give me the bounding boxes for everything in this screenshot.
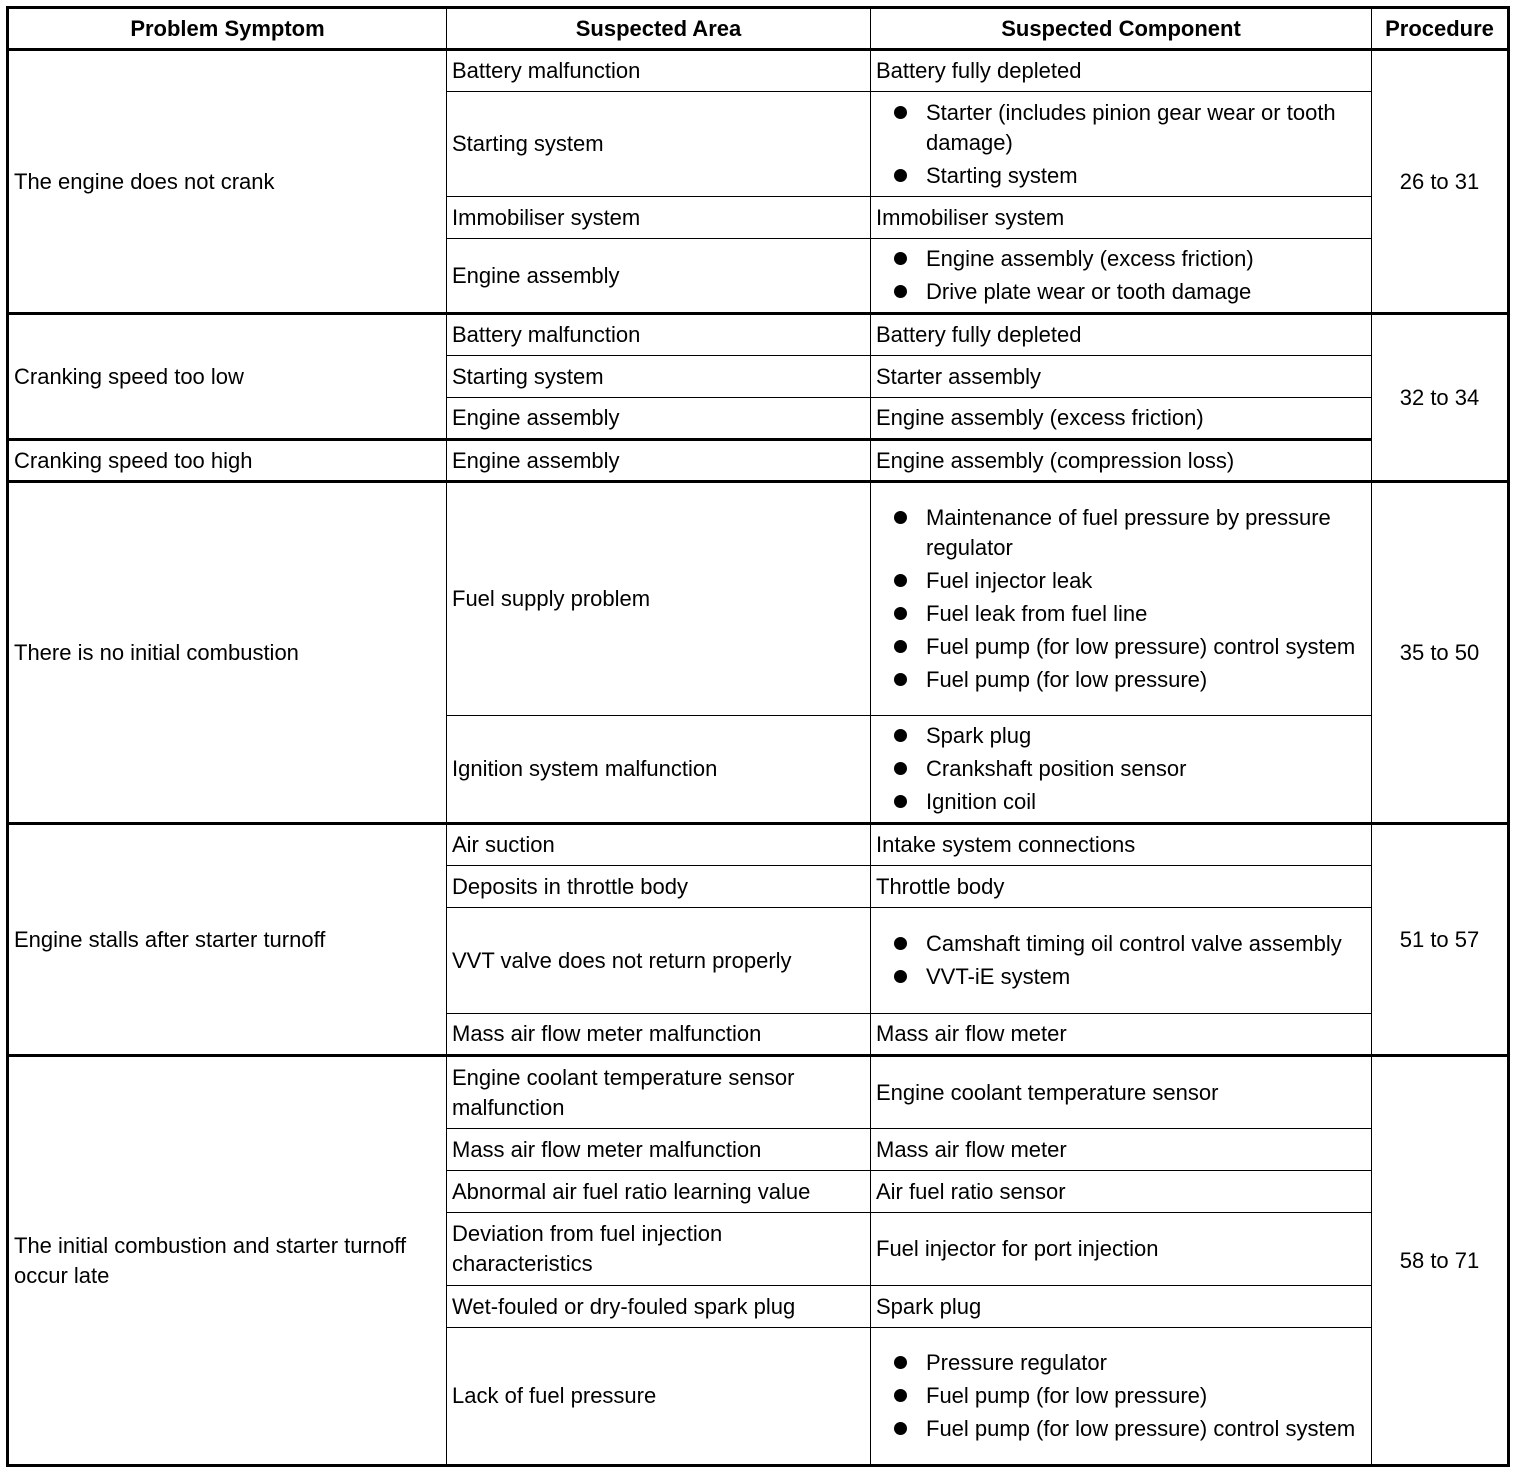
table-row: [8, 440, 1509, 482]
symptom-cell: The initial combustion and starter turnoff occur late: [8, 1056, 447, 1466]
table-row: [8, 1056, 1509, 1129]
component-cell: Battery fully depleted: [871, 50, 1372, 92]
symptom-cell: Engine stalls after starter turnoff: [8, 824, 447, 1056]
component-cell: Fuel injector for port injection: [871, 1213, 1372, 1286]
component-list-item: VVT-iE system: [926, 962, 1366, 992]
component-list-item: Drive plate wear or tooth damage: [926, 277, 1366, 307]
procedure-cell: 51 to 57: [1372, 824, 1509, 1056]
symptom-cell: There is no initial combustion: [8, 482, 447, 824]
component-cell: [871, 908, 1372, 1014]
table-row: [8, 824, 1509, 866]
area-cell: Engine assembly: [447, 398, 871, 440]
component-list: [876, 1348, 1366, 1444]
area-cell: Deposits in throttle body: [447, 866, 871, 908]
area-cell: Mass air flow meter malfunction: [447, 1014, 871, 1056]
header-area: Suspected Area: [447, 8, 871, 50]
component-cell: Battery fully depleted: [871, 314, 1372, 356]
area-cell: Engine coolant temperature sensor malfunction: [447, 1056, 871, 1129]
component-cell: Engine coolant temperature sensor: [871, 1056, 1372, 1129]
component-list-item: Starter (includes pinion gear wear or tooth damage): [926, 98, 1366, 158]
area-cell: Ignition system malfunction: [447, 716, 871, 824]
header-row: [8, 8, 1509, 50]
area-cell: Fuel supply problem: [447, 482, 871, 716]
table-row: [8, 314, 1509, 356]
component-list: [876, 503, 1366, 695]
component-list-item: Starting system: [926, 161, 1366, 191]
component-list-item: Engine assembly (excess friction): [926, 244, 1366, 274]
component-list-item: Pressure regulator: [926, 1348, 1366, 1378]
component-list-item: Camshaft timing oil control valve assembly: [926, 929, 1366, 959]
area-cell: Mass air flow meter malfunction: [447, 1129, 871, 1171]
symptom-cell: Cranking speed too low: [8, 314, 447, 440]
procedure-cell: 26 to 31: [1372, 50, 1509, 314]
component-cell: [871, 716, 1372, 824]
component-cell: Immobiliser system: [871, 197, 1372, 239]
table-row: [8, 482, 1509, 716]
area-cell: Engine assembly: [447, 440, 871, 482]
area-cell: Battery malfunction: [447, 314, 871, 356]
area-cell: Lack of fuel pressure: [447, 1328, 871, 1466]
component-cell: [871, 482, 1372, 716]
component-list: [876, 244, 1366, 307]
area-cell: Abnormal air fuel ratio learning value: [447, 1171, 871, 1213]
procedure-cell: 58 to 71: [1372, 1056, 1509, 1466]
header-symptom: Problem Symptom: [8, 8, 447, 50]
area-cell: Starting system: [447, 92, 871, 197]
component-list: [876, 721, 1366, 817]
header-component: Suspected Component: [871, 8, 1372, 50]
area-cell: Immobiliser system: [447, 197, 871, 239]
component-list-item: Fuel pump (for low pressure): [926, 1381, 1366, 1411]
area-cell: VVT valve does not return properly: [447, 908, 871, 1014]
component-cell: Engine assembly (excess friction): [871, 398, 1372, 440]
area-cell: Battery malfunction: [447, 50, 871, 92]
component-list-item: Crankshaft position sensor: [926, 754, 1366, 784]
area-cell: Air suction: [447, 824, 871, 866]
component-list: [876, 929, 1366, 992]
component-list-item: Spark plug: [926, 721, 1366, 751]
component-cell: [871, 1328, 1372, 1466]
component-cell: Throttle body: [871, 866, 1372, 908]
symptom-cell: The engine does not crank: [8, 50, 447, 314]
component-cell: Mass air flow meter: [871, 1129, 1372, 1171]
area-cell: Engine assembly: [447, 239, 871, 314]
component-list-item: Fuel pump (for low pressure) control system: [926, 1414, 1366, 1444]
component-list: [876, 98, 1366, 191]
troubleshooting-table: [6, 6, 1510, 1467]
component-cell: Engine assembly (compression loss): [871, 440, 1372, 482]
component-cell: Starter assembly: [871, 356, 1372, 398]
component-list-item: Fuel injector leak: [926, 566, 1366, 596]
component-list-item: Fuel pump (for low pressure) control system: [926, 632, 1366, 662]
component-list-item: Fuel pump (for low pressure): [926, 665, 1366, 695]
procedure-cell: 35 to 50: [1372, 482, 1509, 824]
header-procedure: Procedure: [1372, 8, 1509, 50]
component-cell: Spark plug: [871, 1286, 1372, 1328]
component-list-item: Fuel leak from fuel line: [926, 599, 1366, 629]
component-list-item: Maintenance of fuel pressure by pressure regulator: [926, 503, 1366, 563]
component-cell: [871, 239, 1372, 314]
component-cell: Air fuel ratio sensor: [871, 1171, 1372, 1213]
symptom-cell: Cranking speed too high: [8, 440, 447, 482]
component-cell: Mass air flow meter: [871, 1014, 1372, 1056]
table-row: [8, 50, 1509, 92]
component-list-item: Ignition coil: [926, 787, 1366, 817]
area-cell: Deviation from fuel injection characteristics: [447, 1213, 871, 1286]
component-cell: [871, 92, 1372, 197]
component-cell: Intake system connections: [871, 824, 1372, 866]
procedure-cell: 32 to 34: [1372, 314, 1509, 482]
area-cell: Wet-fouled or dry-fouled spark plug: [447, 1286, 871, 1328]
area-cell: Starting system: [447, 356, 871, 398]
